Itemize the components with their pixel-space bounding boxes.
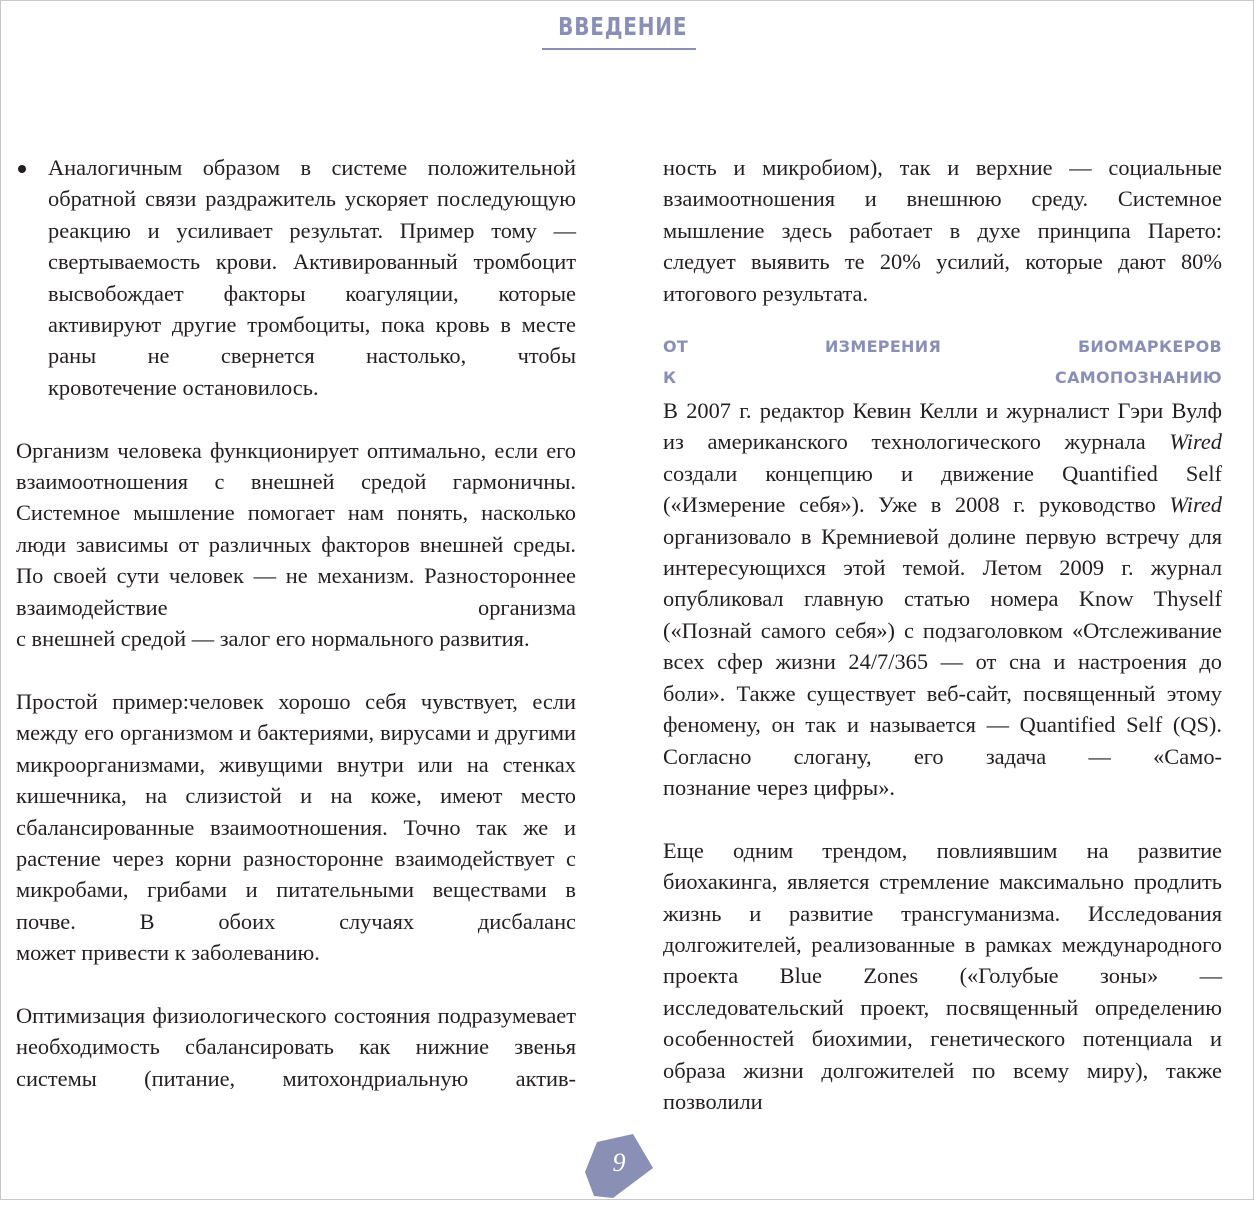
paragraph-quantified-self: В 2007 г. редактор Кевин Келли и журналист Гэри Вулф из американского технологического журнала Wired создали концепцию и движение Quantified Self («Измерение себя»). Уже в 2008 г. руководство Wired организовало в Кремниевой долине первую встречу для интересующихся этой темой. Летом 2009 г. журнал опубликовал главную статью номера Know Thyself («Познай самого себя») с подзаголовком «Отслеживание всех сфер жизни 24/7/365 — от сна и настроения до боли». Также существует веб-сайт, посвященный этому феномену, он так и называется — Quantified Self (QS). Согласно слогану, его задача — «Само- познание через цифры». bbox=[663, 398, 1222, 800]
left-column bbox=[16, 152, 576, 1094]
magazine-name: Wired bbox=[1169, 492, 1222, 518]
paragraph-optimization: Оптимизация физиологического состояния подразумевает необходимость сбалансировать как нижние звенья системы (питание, митохондриальную актив- bbox=[16, 1002, 576, 1091]
section-heading-line-2: К САМОПОЗНАНИЮ bbox=[663, 368, 1222, 388]
bullet-text: Аналогичным образом в системе положительной обратной связи раздражитель ускоряет последующую реакцию и усиливает результат. Пример тому — свертываемость крови. Активированный тромбоцит высвобождает факторы коагуляции, которые активируют другие тромбоциты, пока кровь в месте раны не свернется настолько, чтобы кровотечение остановилось. bbox=[48, 155, 576, 400]
bullet-icon bbox=[18, 165, 26, 173]
paragraph-longevity: Еще одним трендом, повлиявшим на развитие биохакинга, является стремление максимально продлить жизнь и развитие трансгуманизма. Исследования долгожителей, реализованные в рамках международного проекта Blue Zones («Голубые зоны» — исследовательский проект, посвященный определению особенностей биохимии, генетического потенциала и образа жизни долгожителей по всему миру), также позволили bbox=[663, 837, 1222, 1114]
section-heading bbox=[663, 331, 1222, 393]
paragraph-organism: Организм человека функционирует оптимально, если его взаимоотношения с внешней средой гармоничны. Системное мышление помогает нам понять, насколько люди зависимы от различных факторов внешней среды. По своей сути человек — не механизм. Разностороннее взаимодействие организма с внешней средой — залог его нормального развития. bbox=[16, 437, 576, 652]
right-column bbox=[663, 152, 1222, 1117]
running-head bbox=[542, 6, 696, 50]
paragraph-continuation: ность и микробиом), так и верхние — социальные взаимоотношения и внешнюю среду. Системное мышление здесь работает в духе принципа Парето: следует выявить те 20% усилий, которые дают 80% итогового результата. bbox=[663, 155, 1222, 306]
bullet-item bbox=[16, 152, 576, 403]
running-head-title: ВВЕДЕНИЕ bbox=[558, 12, 688, 41]
paragraph-simple-example: Простой пример:человек хорошо себя чувствует, если между его организмом и бактериями, вирусами и другими микроорганизмами, живущими внутри или на стенках кишечника, на слизистой и на коже, имеют место сбалансированные взаимоотношения. Точно так же и растение через корни разносторонне взаимодействует с микробами, грибами и питательными веществами в почве. В обоих случаях дисбаланс может привести к заболеванию. bbox=[16, 688, 576, 966]
page-number: 9 bbox=[612, 1148, 626, 1177]
section-heading-line-1: ОТ ИЗМЕРЕНИЯ БИОМАРКЕРОВ bbox=[663, 337, 1222, 357]
magazine-name: Wired bbox=[1169, 429, 1222, 455]
page-number-badge bbox=[583, 1134, 655, 1200]
